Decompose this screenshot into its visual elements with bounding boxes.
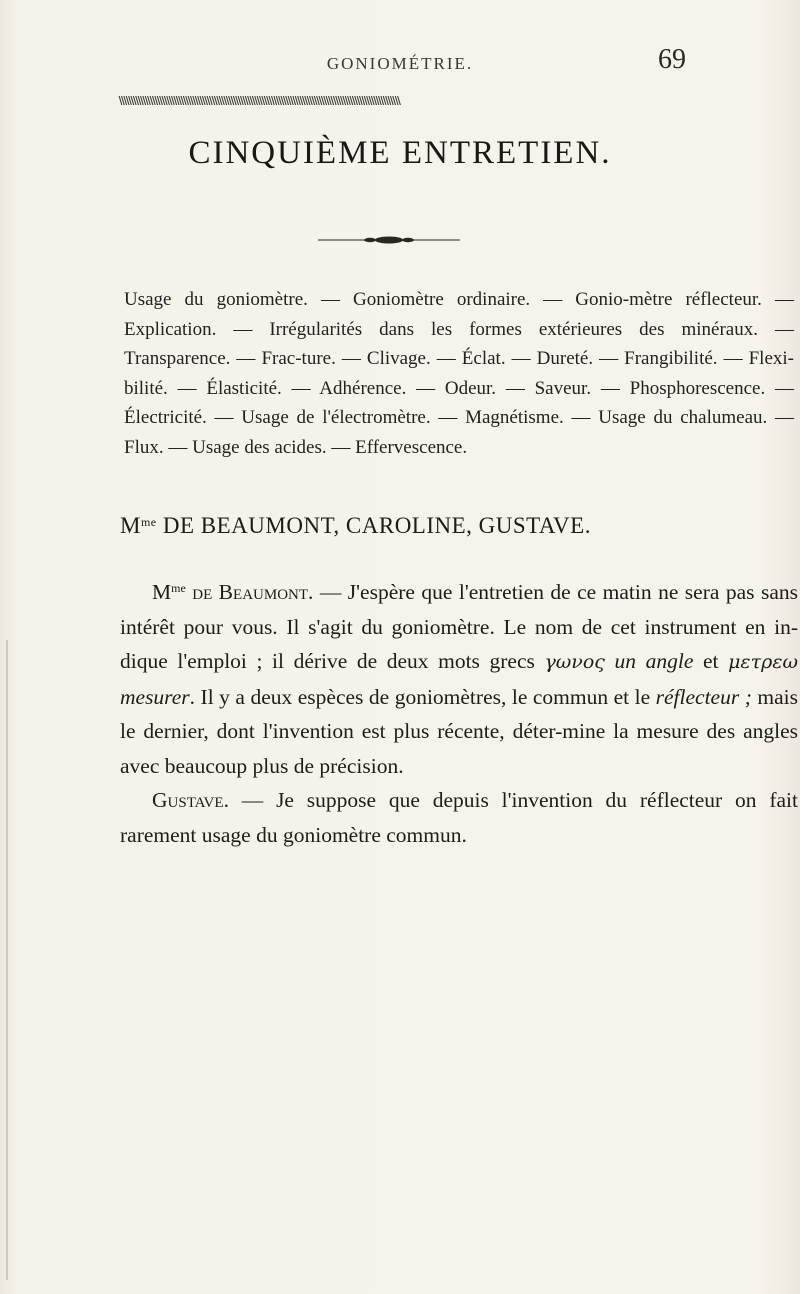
speakers-line	[120, 513, 800, 539]
speaker-title: M	[120, 513, 141, 538]
speaker-mme: M	[152, 580, 172, 604]
greek-word-mesurer: μετρεω	[728, 651, 798, 673]
divider-ornament-icon	[314, 236, 464, 244]
speaker-beaumont: de Beaumont	[185, 580, 309, 604]
paragraph-gustave	[120, 783, 798, 852]
italic-reflecteur: réflecteur ;	[655, 684, 752, 709]
italic-mesurer: mesurer	[120, 684, 190, 709]
page-number: 69	[658, 44, 686, 75]
ornamental-rule: \\\\\\\\\\\\\\\\\\\\\\\\\\\\\\\\\\\\\\\\\\\\\\\\\\\\\\\\\\\\\\\\\\\\\\\\\\\\\\\\\\\\\\\\\\\\\\\\\\\\\\\\\\\\\\\\\\\\\\	[118, 96, 399, 106]
text-segment: et	[693, 649, 729, 673]
dialogue-text	[120, 575, 798, 852]
speaker-title-sup: me	[140, 515, 157, 529]
speaker-mme-sup: me	[171, 581, 186, 595]
text-segment: . Il y a deux espèces de goniomètres, le commun et le	[189, 684, 656, 709]
text-segment: . — Je suppose que depuis l'invention du réflecteur on fait rarement usage du goniomètre commun.	[120, 788, 798, 847]
chapter-summary: Usage du goniomètre. — Goniomètre ordinaire. — Gonio-mètre réflecteur. — Explication. — Irrégularités dans les formes extérieures des minéraux. — Transparence. — Frac-ture. — Clivage. — Éclat. — Dureté. — Frangibilité. — Flexi-bilité. — Élasticité. — Adhérence. — Odeur. — Saveur. — Phosphorescence. — Électricité. — Usage de l'électromètre. — Magnétisme. — Usage du chalumeau. — Flux. — Usage des acides. — Effervescence.	[124, 289, 794, 458]
page-edge-shadow	[6, 640, 8, 1280]
speaker-names: DE BEAUMONT, CAROLINE, GUSTAVE.	[156, 513, 591, 538]
greek-word-angle: γωνος	[544, 651, 605, 673]
paragraph-beaumont	[120, 575, 798, 783]
text-segment: . — J'espère que l'entretien de ce matin ne sera pas sans intérêt pour vous. Il s'agit du goniomètre. Le nom de cet instrument en in-dique l'emploi ; il dérive de deux mots grecs	[120, 580, 799, 673]
speaker-gustave: Gustave	[152, 788, 224, 812]
running-head: GONIOMÉTRIE.	[326, 54, 474, 73]
chapter-title: CINQUIÈME ENTRETIEN.	[188, 135, 612, 171]
text-segment: mais le dernier, dont l'invention est plus récente, déter-mine la mesure des angles avec beaucoup plus de précision.	[120, 684, 798, 778]
italic-un-angle: un angle	[614, 649, 694, 673]
